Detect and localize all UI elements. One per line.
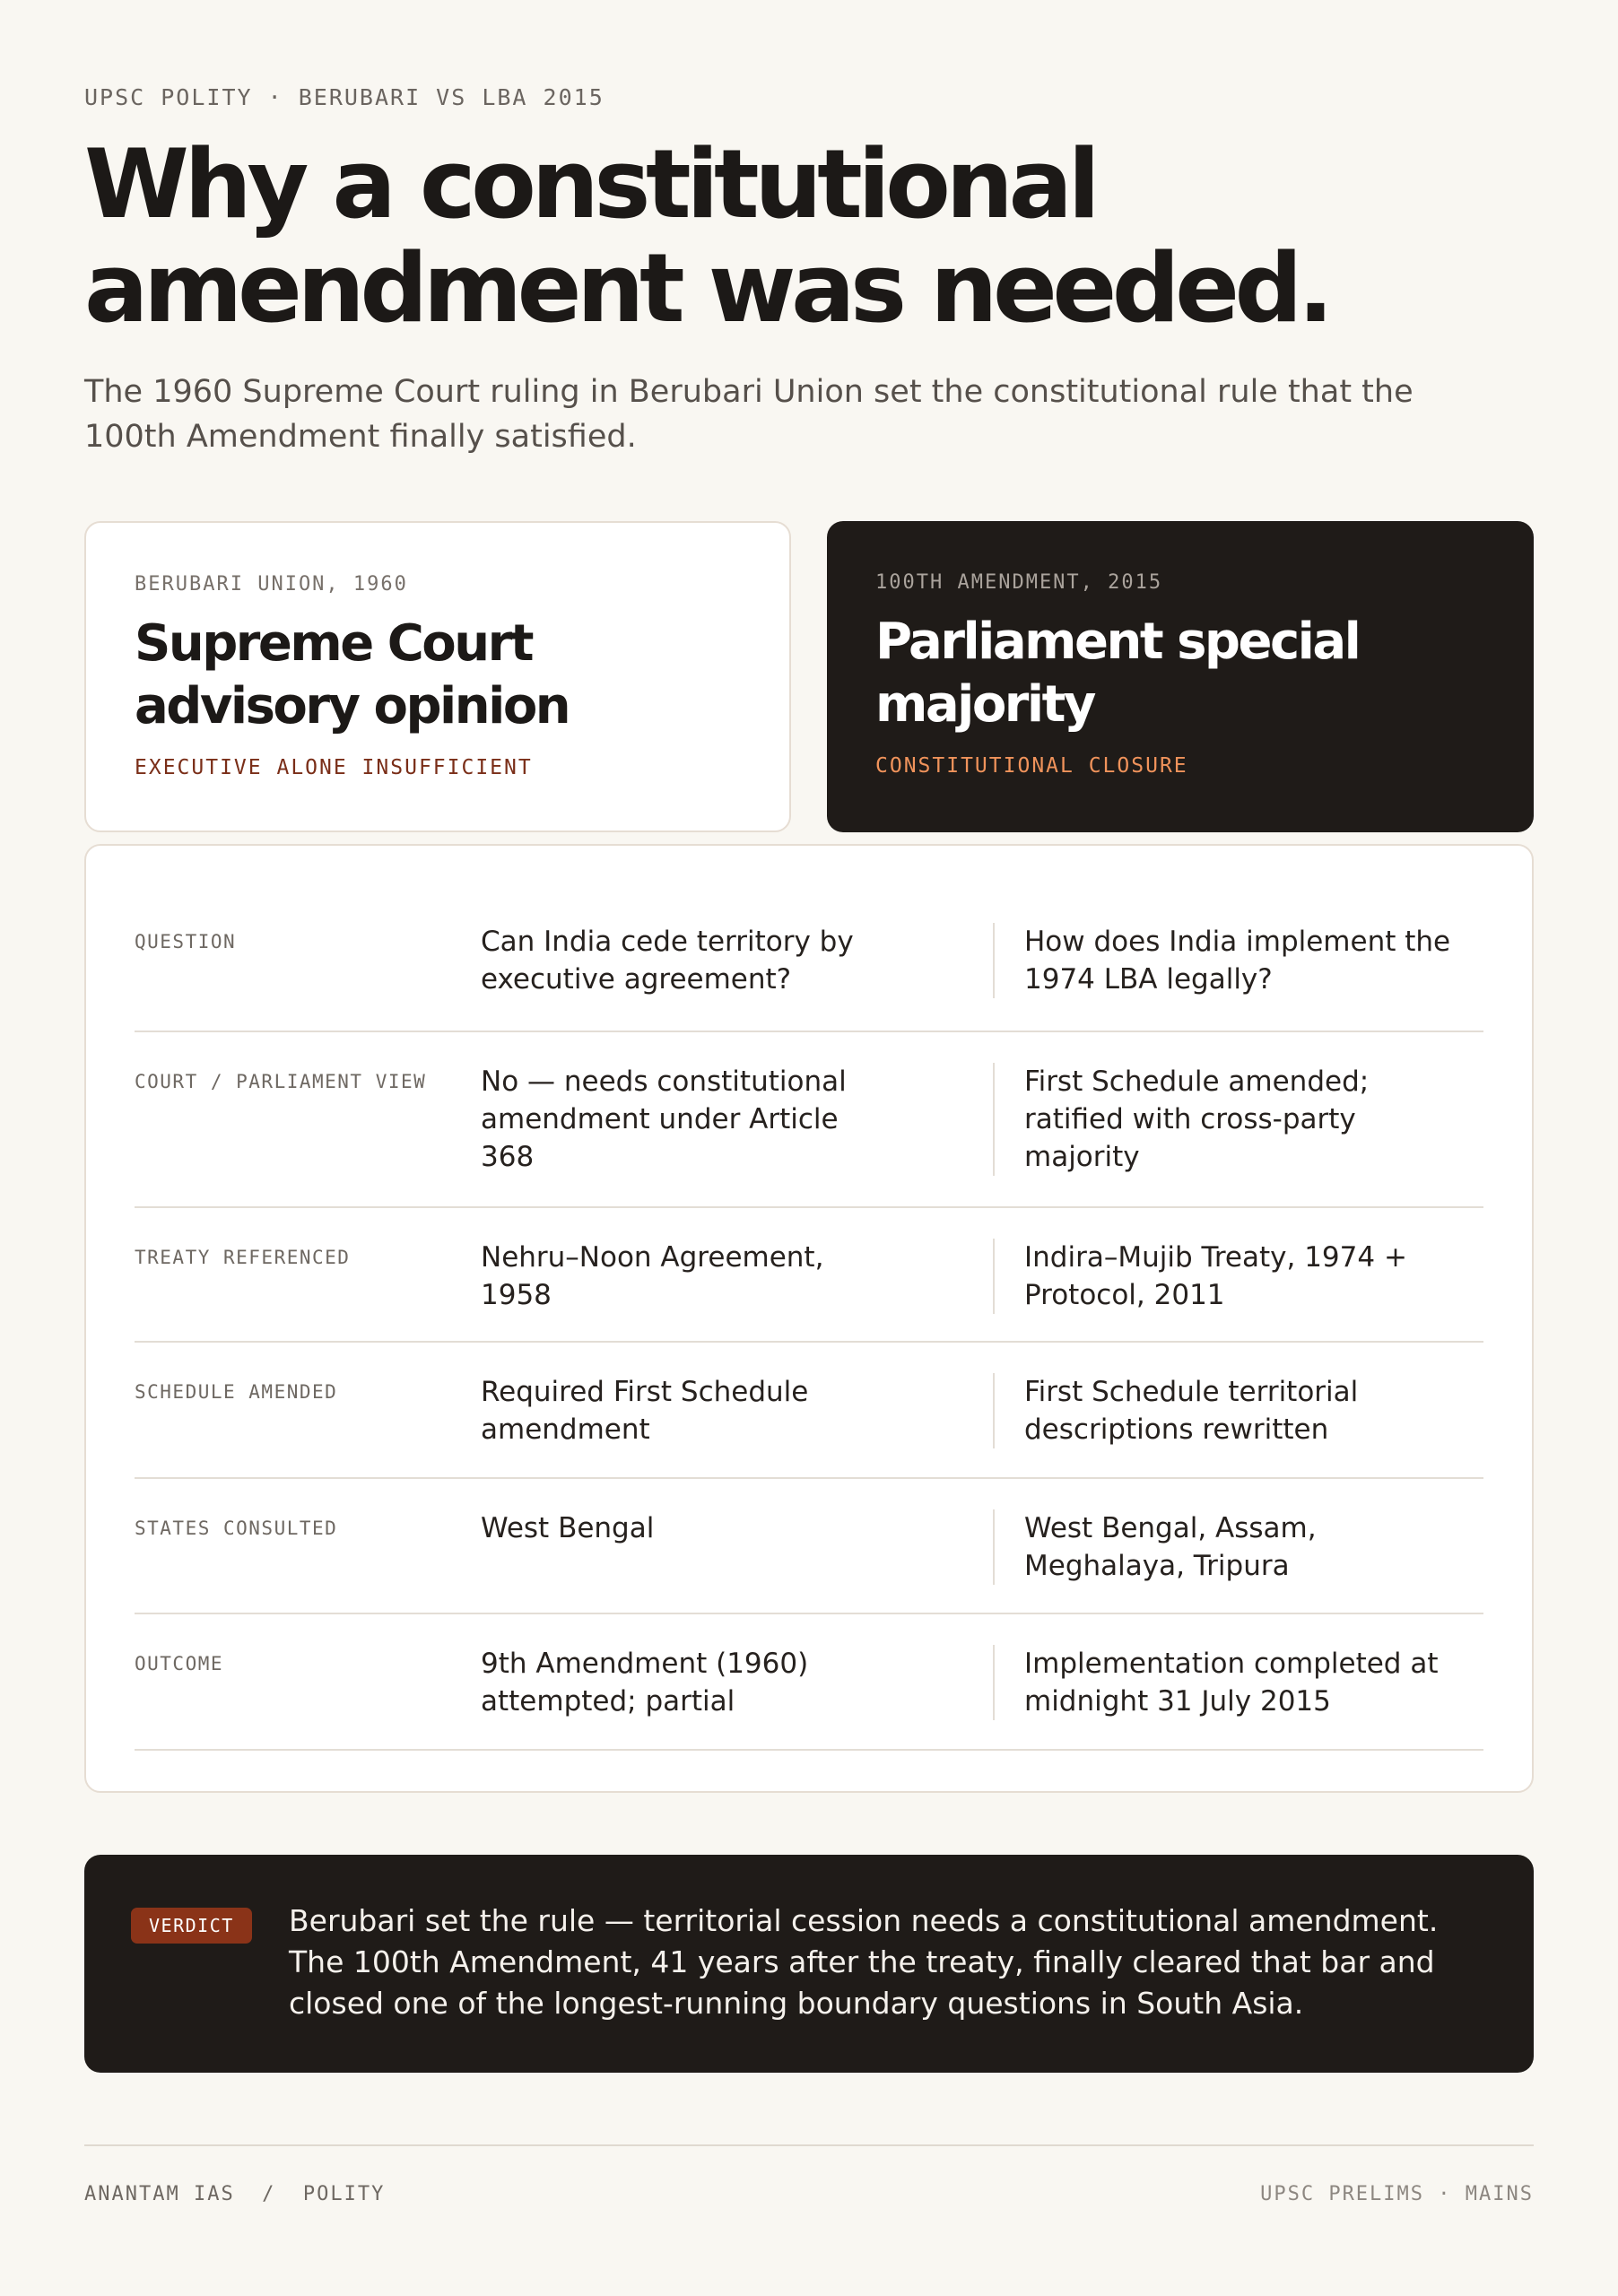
table-row	[135, 1208, 1483, 1343]
card-tag: EXECUTIVE ALONE INSUFFICIENT	[135, 756, 533, 779]
amendment-cell: Indira–Mujib Treaty, 1974 + Protocol, 2011	[993, 1239, 1455, 1314]
card-label: BERUBARI UNION, 1960	[135, 573, 408, 596]
row-label: OUTCOME	[135, 1653, 224, 1674]
amendment-cell: First Schedule amended; ratified with cross-party majority	[993, 1063, 1455, 1176]
table-row	[135, 923, 1483, 1032]
card-tag: CONSTITUTIONAL CLOSURE	[875, 754, 1188, 778]
card-label: 100TH AMENDMENT, 2015	[875, 571, 1163, 594]
footer-exam-label: UPSC PRELIMS · MAINS	[1260, 2183, 1534, 2205]
page-title-line-1: Why a constitutional	[84, 129, 1096, 239]
comparison-table	[84, 844, 1534, 1793]
footer-divider	[84, 2144, 1534, 2146]
table-row	[135, 1614, 1483, 1751]
table-row	[135, 1479, 1483, 1614]
berubari-cell: Nehru–Noon Agreement, 1958	[481, 1241, 824, 1311]
berubari-cell: Can India cede territory by executive agreement?	[481, 926, 854, 996]
table-row	[135, 1343, 1483, 1479]
verdict-text: Berubari set the rule — territorial cession needs a constitutional amendment. The 100th Amendment, 41 years after the treaty, finally cleared that bar and closed one of the longest-running boundary questions in South Asia.	[289, 1903, 1439, 2021]
page-title	[84, 129, 1329, 344]
row-label: TREATY REFERENCED	[135, 1247, 351, 1268]
amendment-cell: West Bengal, Assam, Meghalaya, Tripura	[993, 1509, 1455, 1585]
berubari-cell: No — needs constitutional amendment under Article 368	[481, 1065, 847, 1173]
row-label: COURT / PARLIAMENT VIEW	[135, 1071, 427, 1092]
berubari-cell: Required First Schedule amendment	[481, 1376, 809, 1446]
page-title-line-2: amendment was needed.	[84, 233, 1329, 344]
page-subtitle: The 1960 Supreme Court ruling in Berubari Union set the constitutional rule that the 100th Amendment finally satisfied.	[84, 374, 1414, 455]
berubari-cell: West Bengal	[481, 1512, 655, 1544]
row-label: SCHEDULE AMENDED	[135, 1381, 338, 1403]
berubari-card	[84, 521, 791, 832]
verdict-badge: VERDICT	[131, 1908, 252, 1944]
table-row	[135, 1032, 1483, 1208]
eyebrow-label: UPSC POLITY · BERUBARI VS LBA 2015	[84, 84, 605, 110]
card-heading: Supreme Court advisory opinion	[135, 614, 570, 735]
berubari-cell: 9th Amendment (1960) attempted; partial	[481, 1648, 809, 1718]
footer-brand: ANANTAM IAS / POLITY	[84, 2183, 386, 2205]
row-label: STATES CONSULTED	[135, 1518, 338, 1539]
row-label: QUESTION	[135, 931, 237, 952]
amendment-card	[827, 521, 1534, 832]
amendment-cell: Implementation completed at midnight 31 July 2015	[993, 1645, 1455, 1720]
amendment-cell: First Schedule territorial descriptions rewritten	[993, 1373, 1455, 1448]
card-heading: Parliament special majority	[875, 613, 1360, 734]
verdict-panel	[84, 1855, 1534, 2073]
amendment-cell: How does India implement the 1974 LBA legally?	[993, 923, 1455, 998]
